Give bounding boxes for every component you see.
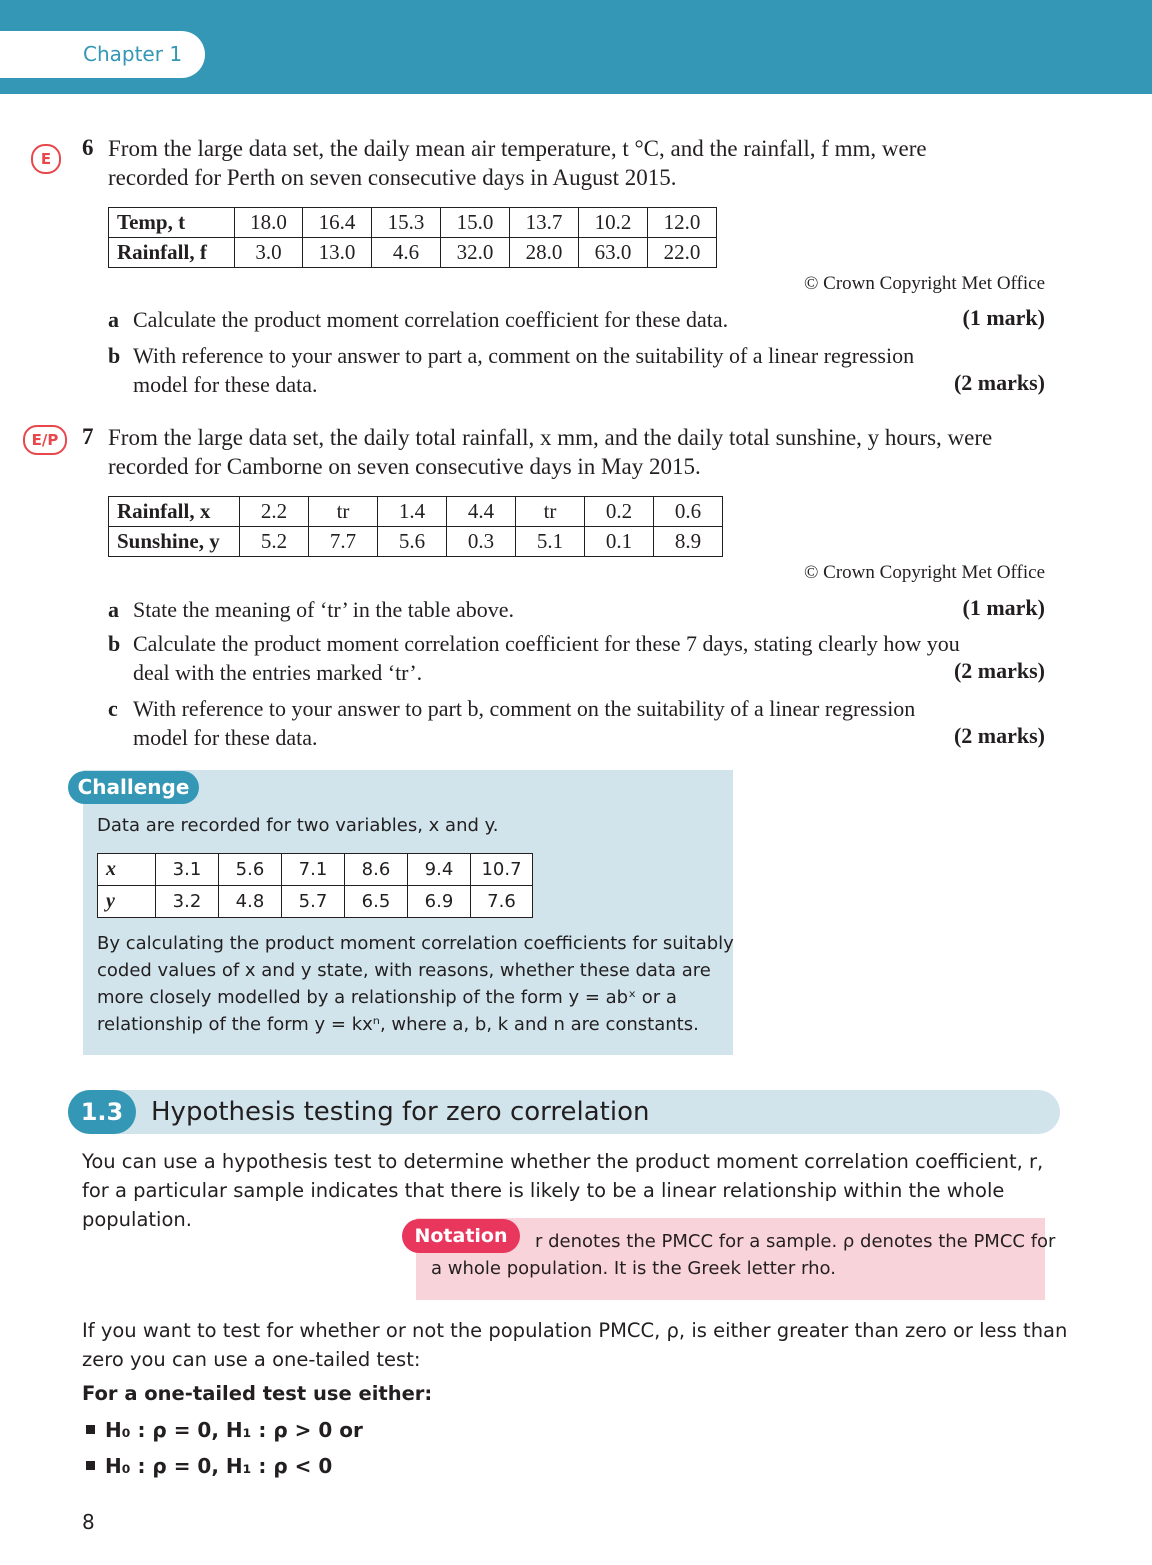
part-label: c: [108, 696, 118, 721]
part-label: a: [108, 597, 119, 622]
table-cell: 8.9: [654, 527, 723, 557]
exam-style-badge-icon: E: [31, 144, 61, 174]
question-text-line: From the large data set, the daily total rainfall, x mm, and the daily total sunshine, y hours, were: [108, 425, 993, 450]
bullet-square-icon: [86, 1461, 95, 1470]
challenge-title: Challenge: [68, 771, 199, 804]
table-cell: 7.7: [309, 527, 378, 557]
table-row: [109, 497, 723, 527]
table-cell: 15.0: [441, 208, 510, 238]
part-text: With reference to your answer to part a, comment on the suitability of a linear regression: [133, 343, 915, 368]
part-text: Calculate the product moment correlation coefficient for these 7 days, stating clearly how you: [133, 631, 960, 656]
table-cell: 9.4: [408, 854, 471, 886]
page-number: 8: [82, 1510, 95, 1534]
table-cell: 28.0: [510, 238, 579, 268]
table-cell: 3.0: [235, 238, 303, 268]
table-cell: 5.6: [219, 854, 282, 886]
table-cell: 12.0: [648, 208, 717, 238]
table-cell: 5.7: [282, 886, 345, 918]
exam-problem-solving-badge-icon: E/P: [23, 425, 67, 455]
challenge-paragraph-line: By calculating the product moment correlation coefficients for suitably: [97, 933, 734, 954]
row-header: Rainfall, x: [109, 497, 240, 527]
notation-text-line: r denotes the PMCC for a sample. ρ denotes the PMCC for: [535, 1231, 1056, 1252]
challenge-table: [97, 853, 533, 918]
table-cell: 6.5: [345, 886, 408, 918]
part-text: Calculate the product moment correlation coefficient for these data.: [133, 307, 729, 332]
table-cell: 4.4: [447, 497, 516, 527]
part-text-continued: model for these data.: [133, 372, 318, 397]
marks-label: (2 marks): [953, 370, 1045, 395]
table-cell: 0.3: [447, 527, 516, 557]
bullet-square-icon: [86, 1425, 95, 1434]
table-cell: 10.2: [579, 208, 648, 238]
table-row: [98, 854, 533, 886]
table-cell: 6.9: [408, 886, 471, 918]
table-cell: 0.6: [654, 497, 723, 527]
table-cell: 3.1: [156, 854, 219, 886]
table-cell: 13.0: [303, 238, 372, 268]
table-cell: 13.7: [510, 208, 579, 238]
row-header: y: [98, 886, 156, 918]
row-header: Rainfall, f: [109, 238, 235, 268]
table-cell: 4.6: [372, 238, 441, 268]
marks-label: (1 mark): [962, 595, 1045, 620]
challenge-paragraph-line: relationship of the form y = kxⁿ, where a, b, k and n are constants.: [97, 1014, 699, 1035]
challenge-intro: Data are recorded for two variables, x and y.: [97, 815, 499, 836]
row-header: Temp, t: [109, 208, 235, 238]
subheading: For a one-tailed test use either:: [82, 1382, 433, 1405]
part-text-continued: model for these data.: [133, 725, 318, 750]
part-label: b: [108, 631, 121, 656]
body-paragraph-line: If you want to test for whether or not the population PMCC, ρ, is either greater than zero or less than: [82, 1319, 1068, 1342]
body-paragraph-line: You can use a hypothesis test to determine whether the product moment correlation coefficient, r,: [82, 1150, 1044, 1173]
list-item: [86, 1452, 332, 1480]
table-cell: 0.2: [585, 497, 654, 527]
table-cell: 5.1: [516, 527, 585, 557]
part-label: b: [108, 343, 121, 368]
copyright-note: © Crown Copyright Met Office: [804, 562, 1045, 583]
question-text-line: recorded for Perth on seven consecutive days in August 2015.: [108, 165, 677, 190]
challenge-paragraph-line: more closely modelled by a relationship of the form y = abˣ or a: [97, 987, 677, 1008]
marks-label: (2 marks): [953, 723, 1045, 748]
table-cell: tr: [309, 497, 378, 527]
table-cell: 16.4: [303, 208, 372, 238]
table-cell: 8.6: [345, 854, 408, 886]
challenge-paragraph-line: coded values of x and y state, with reasons, whether these data are: [97, 960, 711, 981]
hypothesis-text: H₀ : ρ = 0, H₁ : ρ < 0: [105, 1454, 333, 1478]
table-cell: 7.1: [282, 854, 345, 886]
body-paragraph-line: zero you can use a one-tailed test:: [82, 1348, 421, 1371]
table-row: [109, 527, 723, 557]
table-cell: 3.2: [156, 886, 219, 918]
marks-label: (2 marks): [953, 658, 1045, 683]
list-item: [86, 1416, 363, 1444]
hypothesis-text: H₀ : ρ = 0, H₁ : ρ > 0 or: [105, 1418, 363, 1442]
section-number: 1.3: [68, 1090, 136, 1134]
part-text-continued: deal with the entries marked ‘tr’.: [133, 660, 423, 685]
table-cell: 63.0: [579, 238, 648, 268]
temp-rainfall-table: [108, 207, 717, 268]
table-row: [109, 238, 717, 268]
body-paragraph-line: for a particular sample indicates that there is likely to be a linear relationship within the whole: [82, 1179, 1005, 1202]
table-cell: 1.4: [378, 497, 447, 527]
row-header: x: [98, 854, 156, 886]
part-label: a: [108, 307, 119, 332]
question-text-line: From the large data set, the daily mean air temperature, t °C, and the rainfall, f mm, were: [108, 136, 927, 161]
copyright-note: © Crown Copyright Met Office: [804, 273, 1045, 294]
table-cell: 18.0: [235, 208, 303, 238]
notation-text-line: a whole population. It is the Greek letter rho.: [431, 1258, 836, 1279]
part-text: With reference to your answer to part b, comment on the suitability of a linear regression: [133, 696, 916, 721]
table-cell: 32.0: [441, 238, 510, 268]
table-cell: 5.2: [240, 527, 309, 557]
row-header: Sunshine, y: [109, 527, 240, 557]
chapter-label: Chapter 1: [83, 42, 183, 66]
table-cell: tr: [516, 497, 585, 527]
notation-title: Notation: [402, 1219, 520, 1253]
table-cell: 2.2: [240, 497, 309, 527]
table-cell: 7.6: [471, 886, 533, 918]
table-cell: 0.1: [585, 527, 654, 557]
question-number: 7: [82, 424, 94, 449]
part-text: State the meaning of ‘tr’ in the table above.: [133, 597, 514, 622]
question-number: 6: [82, 135, 94, 160]
table-cell: 5.6: [378, 527, 447, 557]
table-row: [98, 886, 533, 918]
question-text-line: recorded for Camborne on seven consecutive days in May 2015.: [108, 454, 701, 479]
table-row: [109, 208, 717, 238]
chapter-header-bar: [0, 0, 1152, 94]
table-cell: 15.3: [372, 208, 441, 238]
table-cell: 22.0: [648, 238, 717, 268]
rainfall-sunshine-table: [108, 496, 723, 557]
marks-label: (1 mark): [962, 305, 1045, 330]
body-paragraph-line: population.: [82, 1208, 192, 1231]
table-cell: 4.8: [219, 886, 282, 918]
chapter-tab: [0, 31, 205, 78]
section-title: Hypothesis testing for zero correlation: [151, 1097, 650, 1127]
table-cell: 10.7: [471, 854, 533, 886]
